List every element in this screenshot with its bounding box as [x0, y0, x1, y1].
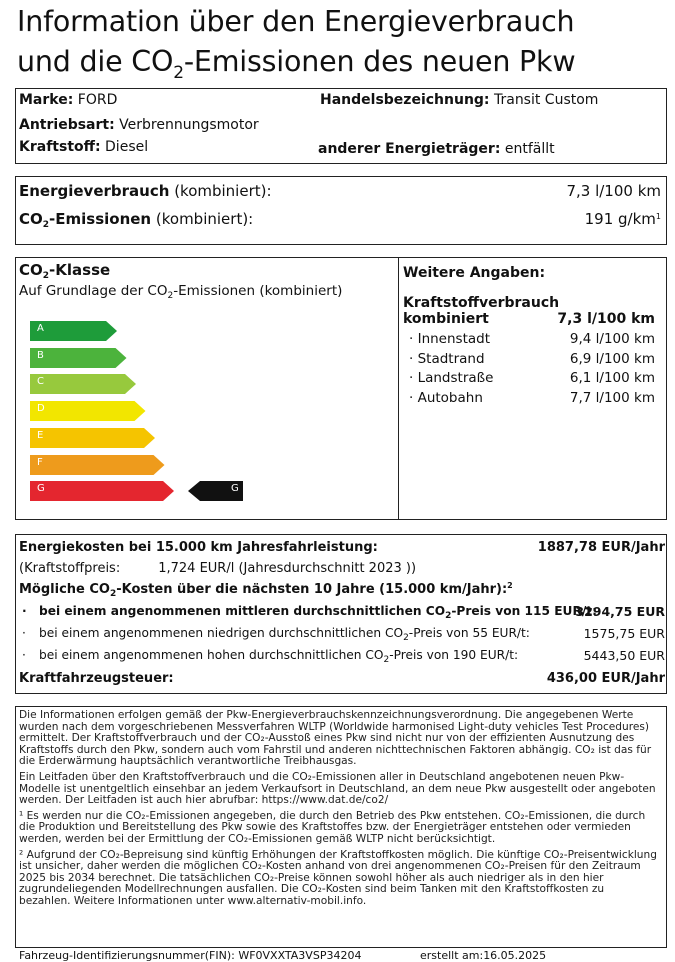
weitere-row-value: 7,7 l/100 km: [569, 390, 655, 407]
weitere-row-label: · Landstraße: [409, 370, 494, 387]
co2-class-subtitle: Auf Grundlage der $CO_2$-Emissionen (kombiniert): [19, 283, 343, 301]
co2-emissionen-value: 191 $g/km^1$: [584, 210, 661, 228]
marke-row: Marke: FORD: [19, 92, 118, 108]
co2-kosten-row-value: 5443,50 EUR: [583, 648, 665, 663]
co2-kosten-row-value: 3294,75 EUR: [575, 604, 665, 619]
title-line-1: Information über den Energieverbrauch: [17, 5, 575, 38]
handelsbezeichnung-row: Handelsbezeichnung: Transit Custom: [320, 92, 599, 108]
co2-class-letter-g: G: [37, 483, 45, 495]
energiekosten-value: 1887,78 EUR/Jahr: [537, 540, 665, 555]
co2-emissionen-label: $CO_2$-Emissionen (kombiniert):: [19, 210, 254, 230]
title-line-2: und die $CO_2$-Emissionen des neuen Pkw: [17, 45, 576, 83]
co2-kosten-row-label: · bei einem angenommenen niedrigen durchschnittlichen $CO_2$-Preis von 55 EUR/t:: [22, 626, 530, 643]
co2-class-arrow-d: [30, 401, 147, 421]
co2-kosten-row-label: · bei einem angenommenen mittleren durchschnittlichen $CO_2$-Preis von 115 EUR/t:: [22, 604, 597, 621]
footer-paragraph-1: Die Informationen erfolgen gemäß der Pkw-Energieverbrauchskennzeichnungsverordnung. Die angegebenen Werte wurden nach dem vorgeschriebenen Messverfahren WLTP (Worldwide harmonised Light-duty vehicles Test Procedures) ermittelt. Der Kraftstoffverbrauch und der CO₂-Ausstoß eines Pkw sind nicht nur von der effizienten Ausnutzung des Kraftstoffs durch den Pkw, sondern auch vom Fahrstil und anderen nichttechnischen Faktoren abhängig. CO₂ ist das für die Erderwärmung hauptsächlich verantwortliche Treibhausgas.: [19, 709, 652, 768]
weitere-row-label: · Innenstadt: [409, 331, 490, 347]
kraftstoff-row: Kraftstoff: Diesel: [19, 139, 149, 155]
footer-paragraph-2: Ein Leitfaden über den Kraftstoffverbrauch und die CO₂-Emissionen aller in Deutschland angebotenen neuen Pkw-Modelle ist unentgeltlich einsehbar an jedem Verkaufsort in Deutschland, an dem neue Pkw ausgestellt oder angeboten werden. Der Leitfaden ist auch hier abrufbar: https://www.dat.de/co2/: [19, 770, 656, 807]
co2-class-letter-a: A: [37, 323, 44, 334]
co2-class-letter-b: B: [37, 349, 44, 361]
antriebsart-row: Antriebsart: Verbrennungsmotor: [19, 117, 259, 133]
co2-class-divider: [398, 257, 399, 520]
footer-paragraph-3: ¹ Es werden nur die CO₂-Emissionen angegeben, die durch den Betrieb des Pkw entstehen. CO₂-Emissionen, die durch die Produktion und Bereitstellung des Pkw sowie des Kraftstoffes bzw. der Energieträger entstehen oder vermieden werden, werden bei der Ermittlung der CO₂-Emissionen gemäß WLTP nicht berücksichtigt.: [19, 809, 646, 845]
anderer-energietraeger-row: anderer Energieträger: entfällt: [318, 141, 555, 157]
co2-class-title: $CO_2$-Klasse: [19, 261, 111, 281]
weitere-angaben-title: Weitere Angaben:: [403, 265, 546, 281]
fin-row: Fahrzeug-Identifizierungsnummer(FIN): WF0VXXTA3VSP34204: [19, 949, 362, 962]
footer-text: [19, 710, 659, 912]
co2-class-letter-c: C: [37, 376, 44, 388]
co2-class-arrow-g: [30, 481, 175, 501]
co2-class-letter-e: E: [37, 429, 44, 441]
kfz-steuer-label: Kraftfahrzeugsteuer:: [19, 671, 174, 686]
co2-kosten-row-value: 1575,75 EUR: [583, 626, 665, 641]
vehicle-class-indicator: [188, 481, 244, 501]
co2-kosten-row-label: · bei einem angenommenen hohen durchschnittlichen $CO_2$-Preis von 190 EUR/t:: [22, 648, 519, 665]
kombiniert-value: 7,3 l/100 km: [557, 311, 655, 327]
co2-class-arrow-c: [30, 374, 137, 394]
weitere-row-label: · Stadtrand: [409, 350, 485, 367]
energieverbrauch-value: 7,3 l/100 km: [566, 182, 661, 200]
co2-class-arrow-a: [30, 321, 118, 341]
vehicle-class-letter: G: [231, 483, 239, 495]
kfz-steuer-value: 436,00 EUR/Jahr: [546, 671, 665, 686]
weitere-row-value: 6,1 l/100 km: [569, 370, 655, 387]
co2-class-letter-d: D: [37, 403, 45, 415]
page-title: [17, 2, 657, 82]
erstellt-row: erstellt am:16.05.2025: [420, 949, 547, 962]
weitere-row-label: · Autobahn: [409, 390, 483, 407]
energieverbrauch-label: Energieverbrauch (kombiniert):: [19, 182, 272, 200]
weitere-row-value: 6,9 l/100 km: [569, 350, 655, 367]
kombiniert-label-2: kombiniert: [403, 311, 489, 327]
co2-class-letter-f: F: [37, 456, 43, 468]
co2-class-arrow-b: [30, 348, 128, 368]
co2-class-arrow-f: [30, 455, 166, 475]
co2-kosten-title: Mögliche $CO_2$-Kosten über die nächsten 10 Jahre (15.000 km/Jahr):$^2$: [19, 581, 513, 599]
kombiniert-label-1: Kraftstoffverbrauch: [403, 295, 560, 311]
energiekosten-label: Energiekosten bei 15.000 km Jahresfahrleistung:: [19, 540, 378, 555]
footer-paragraph-4: ² Aufgrund der CO₂-Bepreisung sind künftig Erhöhungen der Kraftstoffkosten möglich. Die künftige CO₂-Preisentwicklung ist unsicher, daher werden die möglichen CO₂-Kosten anhand von drei angenommenen CO₂-Preisen für den Zeitraum 2025 bis 2034 berechnet. Die tatsächlichen CO₂-Preise können sowohl höher als auch niedriger als in den hier zugrundeliegenden Modellrechnungen ausfallen. Die CO₂-Kosten sind beim Tanken mit den Kraftstoffkosten zu bezahlen. Weitere Informationen unter www.alternativ-mobil.info.: [19, 848, 657, 907]
weitere-row-value: 9,4 l/100 km: [569, 331, 655, 347]
kraftstoffpreis-row: (Kraftstoffpreis: 1,724 EUR/l (Jahresdurchschnitt 2023 )): [19, 561, 417, 576]
co2-class-arrow-e: [30, 428, 156, 448]
